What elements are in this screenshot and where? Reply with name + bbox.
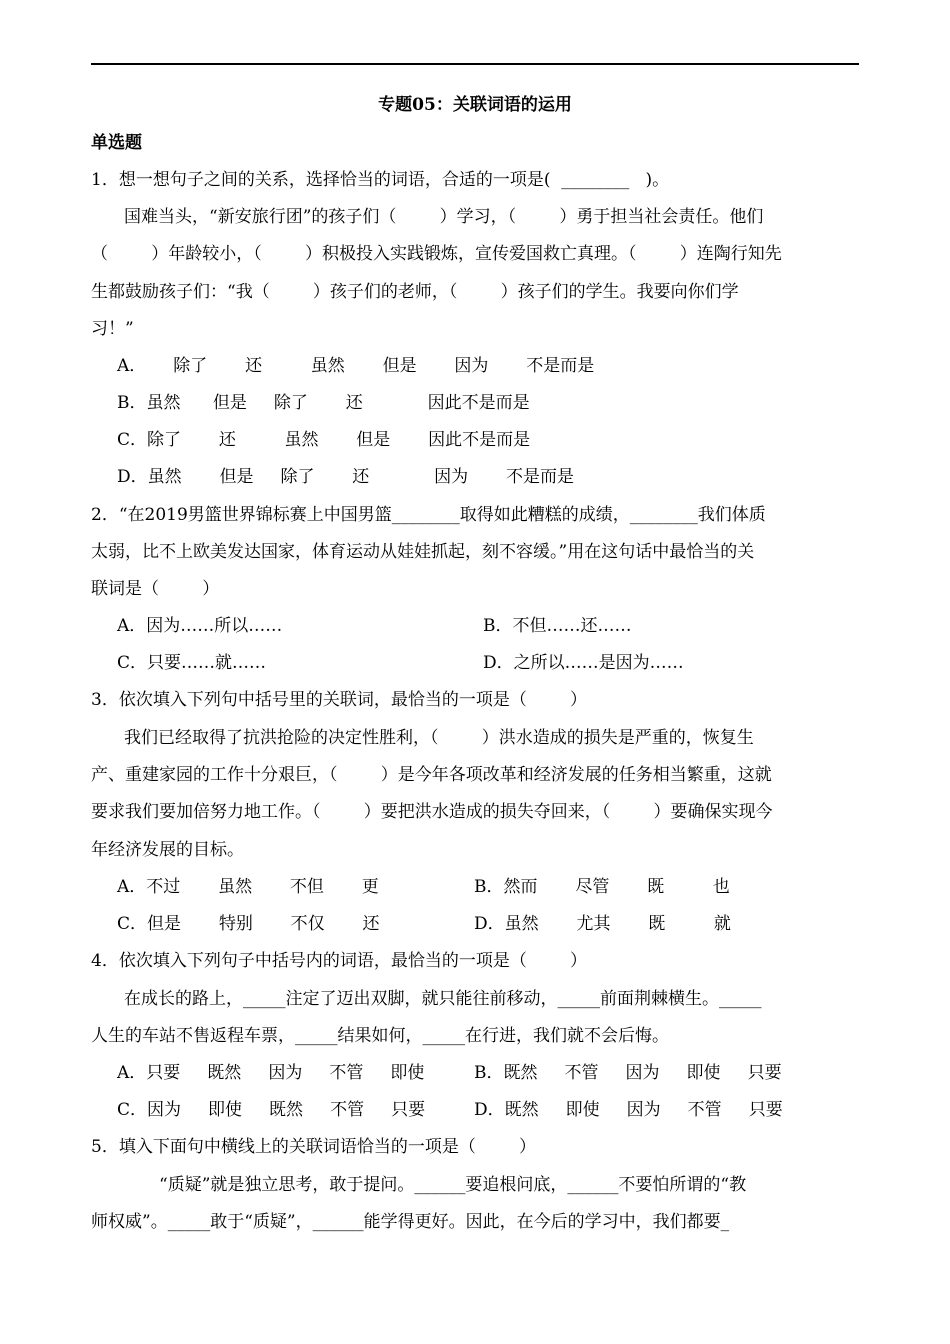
q3-option-a[interactable]: A．不过 虽然 不但 更	[117, 877, 379, 897]
q3-passage-line-4: 年经济发展的目标。	[91, 840, 244, 860]
section-heading: 单选题	[91, 133, 142, 153]
q2-option-c[interactable]: C．只要……就……	[117, 653, 267, 673]
q4-passage-line-2: 人生的车站不售返程车票，_____结果如何，_____在行进，我们就不会后悔。	[91, 1026, 669, 1046]
q2-option-d[interactable]: D．之所以……是因为……	[483, 653, 684, 673]
q1-option-a[interactable]: A． 除了 还 虽然 但是 因为 不是而是	[117, 356, 595, 376]
q1-passage-line-1: 国难当头，“新安旅行团”的孩子们（ ）学习，（ ）勇于担当社会责任。他们	[124, 207, 764, 227]
q2-stem-line-1: 2．“在2019男篮世界锦标赛上中国男篮________取得如此糟糕的成绩，________我们体质	[91, 505, 766, 525]
q3-passage-line-2: 产、重建家园的工作十分艰巨，（ ）是今年各项改革和经济发展的任务相当繁重，这就	[91, 765, 772, 785]
q1-passage-line-2: （ ）年龄较小，（ ）积极投入实践锻炼，宣传爱国救亡真理。（ ）连陶行知先	[91, 244, 782, 264]
q2-option-b[interactable]: B．不但……还……	[483, 616, 632, 636]
q5-stem: 5．填入下面句中横线上的关联词语恰当的一项是（ ）	[91, 1137, 537, 1157]
header-rule	[91, 63, 859, 65]
q1-option-c[interactable]: C．除了 还 虽然 但是 因此不是而是	[117, 430, 531, 450]
q4-stem: 4．依次填入下列句子中括号内的词语，最恰当的一项是（ ）	[91, 951, 588, 971]
page-title: 专题05：关联词语的运用	[378, 95, 572, 115]
q4-passage-line-1: 在成长的路上，_____注定了迈出双脚，就只能往前移动，_____前面荆棘横生。_____	[124, 989, 762, 1009]
q1-stem: 1．想一想句子之间的关系，选择恰当的词语，合适的一项是( ________ )。	[91, 170, 670, 190]
q5-passage-line-1: “质疑”就是独立思考，敢于提问。______要追根问底，______不要怕所谓的“教	[159, 1175, 747, 1195]
q1-passage-line-4: 习！”	[91, 319, 134, 339]
q1-option-b[interactable]: B．虽然 但是 除了 还 因此不是而是	[117, 393, 530, 413]
q4-option-a[interactable]: A．只要 既然 因为 不管 即使	[117, 1063, 425, 1083]
q2-stem-line-3: 联词是（ ）	[91, 579, 220, 599]
q3-passage-line-1: 我们已经取得了抗洪抢险的决定性胜利，（ ）洪水造成的损失是严重的，恢复生	[124, 728, 754, 748]
q3-stem: 3．依次填入下列句中括号里的关联词，最恰当的一项是（ ）	[91, 690, 588, 710]
q4-option-b[interactable]: B．既然 不管 因为 即使 只要	[474, 1063, 782, 1083]
q3-passage-line-3: 要求我们要加倍努力地工作。（ ）要把洪水造成的损失夺回来，（ ）要确保实现今	[91, 802, 773, 822]
q2-option-a[interactable]: A．因为……所以……	[117, 616, 283, 636]
q3-option-d[interactable]: D．虽然 尤其 既 就	[474, 914, 731, 934]
q4-option-d[interactable]: D．既然 即使 因为 不管 只要	[474, 1100, 783, 1120]
q4-option-c[interactable]: C．因为 即使 既然 不管 只要	[117, 1100, 426, 1120]
q3-option-b[interactable]: B．然而 尽管 既 也	[474, 877, 730, 897]
q5-passage-line-2: 师权威”。_____敢于“质疑”，______能学得更好。因此，在今后的学习中，我们都要_	[91, 1212, 730, 1232]
q3-option-c[interactable]: C．但是 特别 不仅 还	[117, 914, 380, 934]
q1-option-d[interactable]: D．虽然 但是 除了 还 因为 不是而是	[117, 467, 574, 487]
q1-passage-line-3: 生都鼓励孩子们：“我（ ）孩子们的老师，（ ）孩子们的学生。我要向你们学	[91, 282, 739, 302]
q2-stem-line-2: 太弱，比不上欧美发达国家，体育运动从娃娃抓起，刻不容缓。”用在这句话中最恰当的关	[91, 542, 755, 562]
